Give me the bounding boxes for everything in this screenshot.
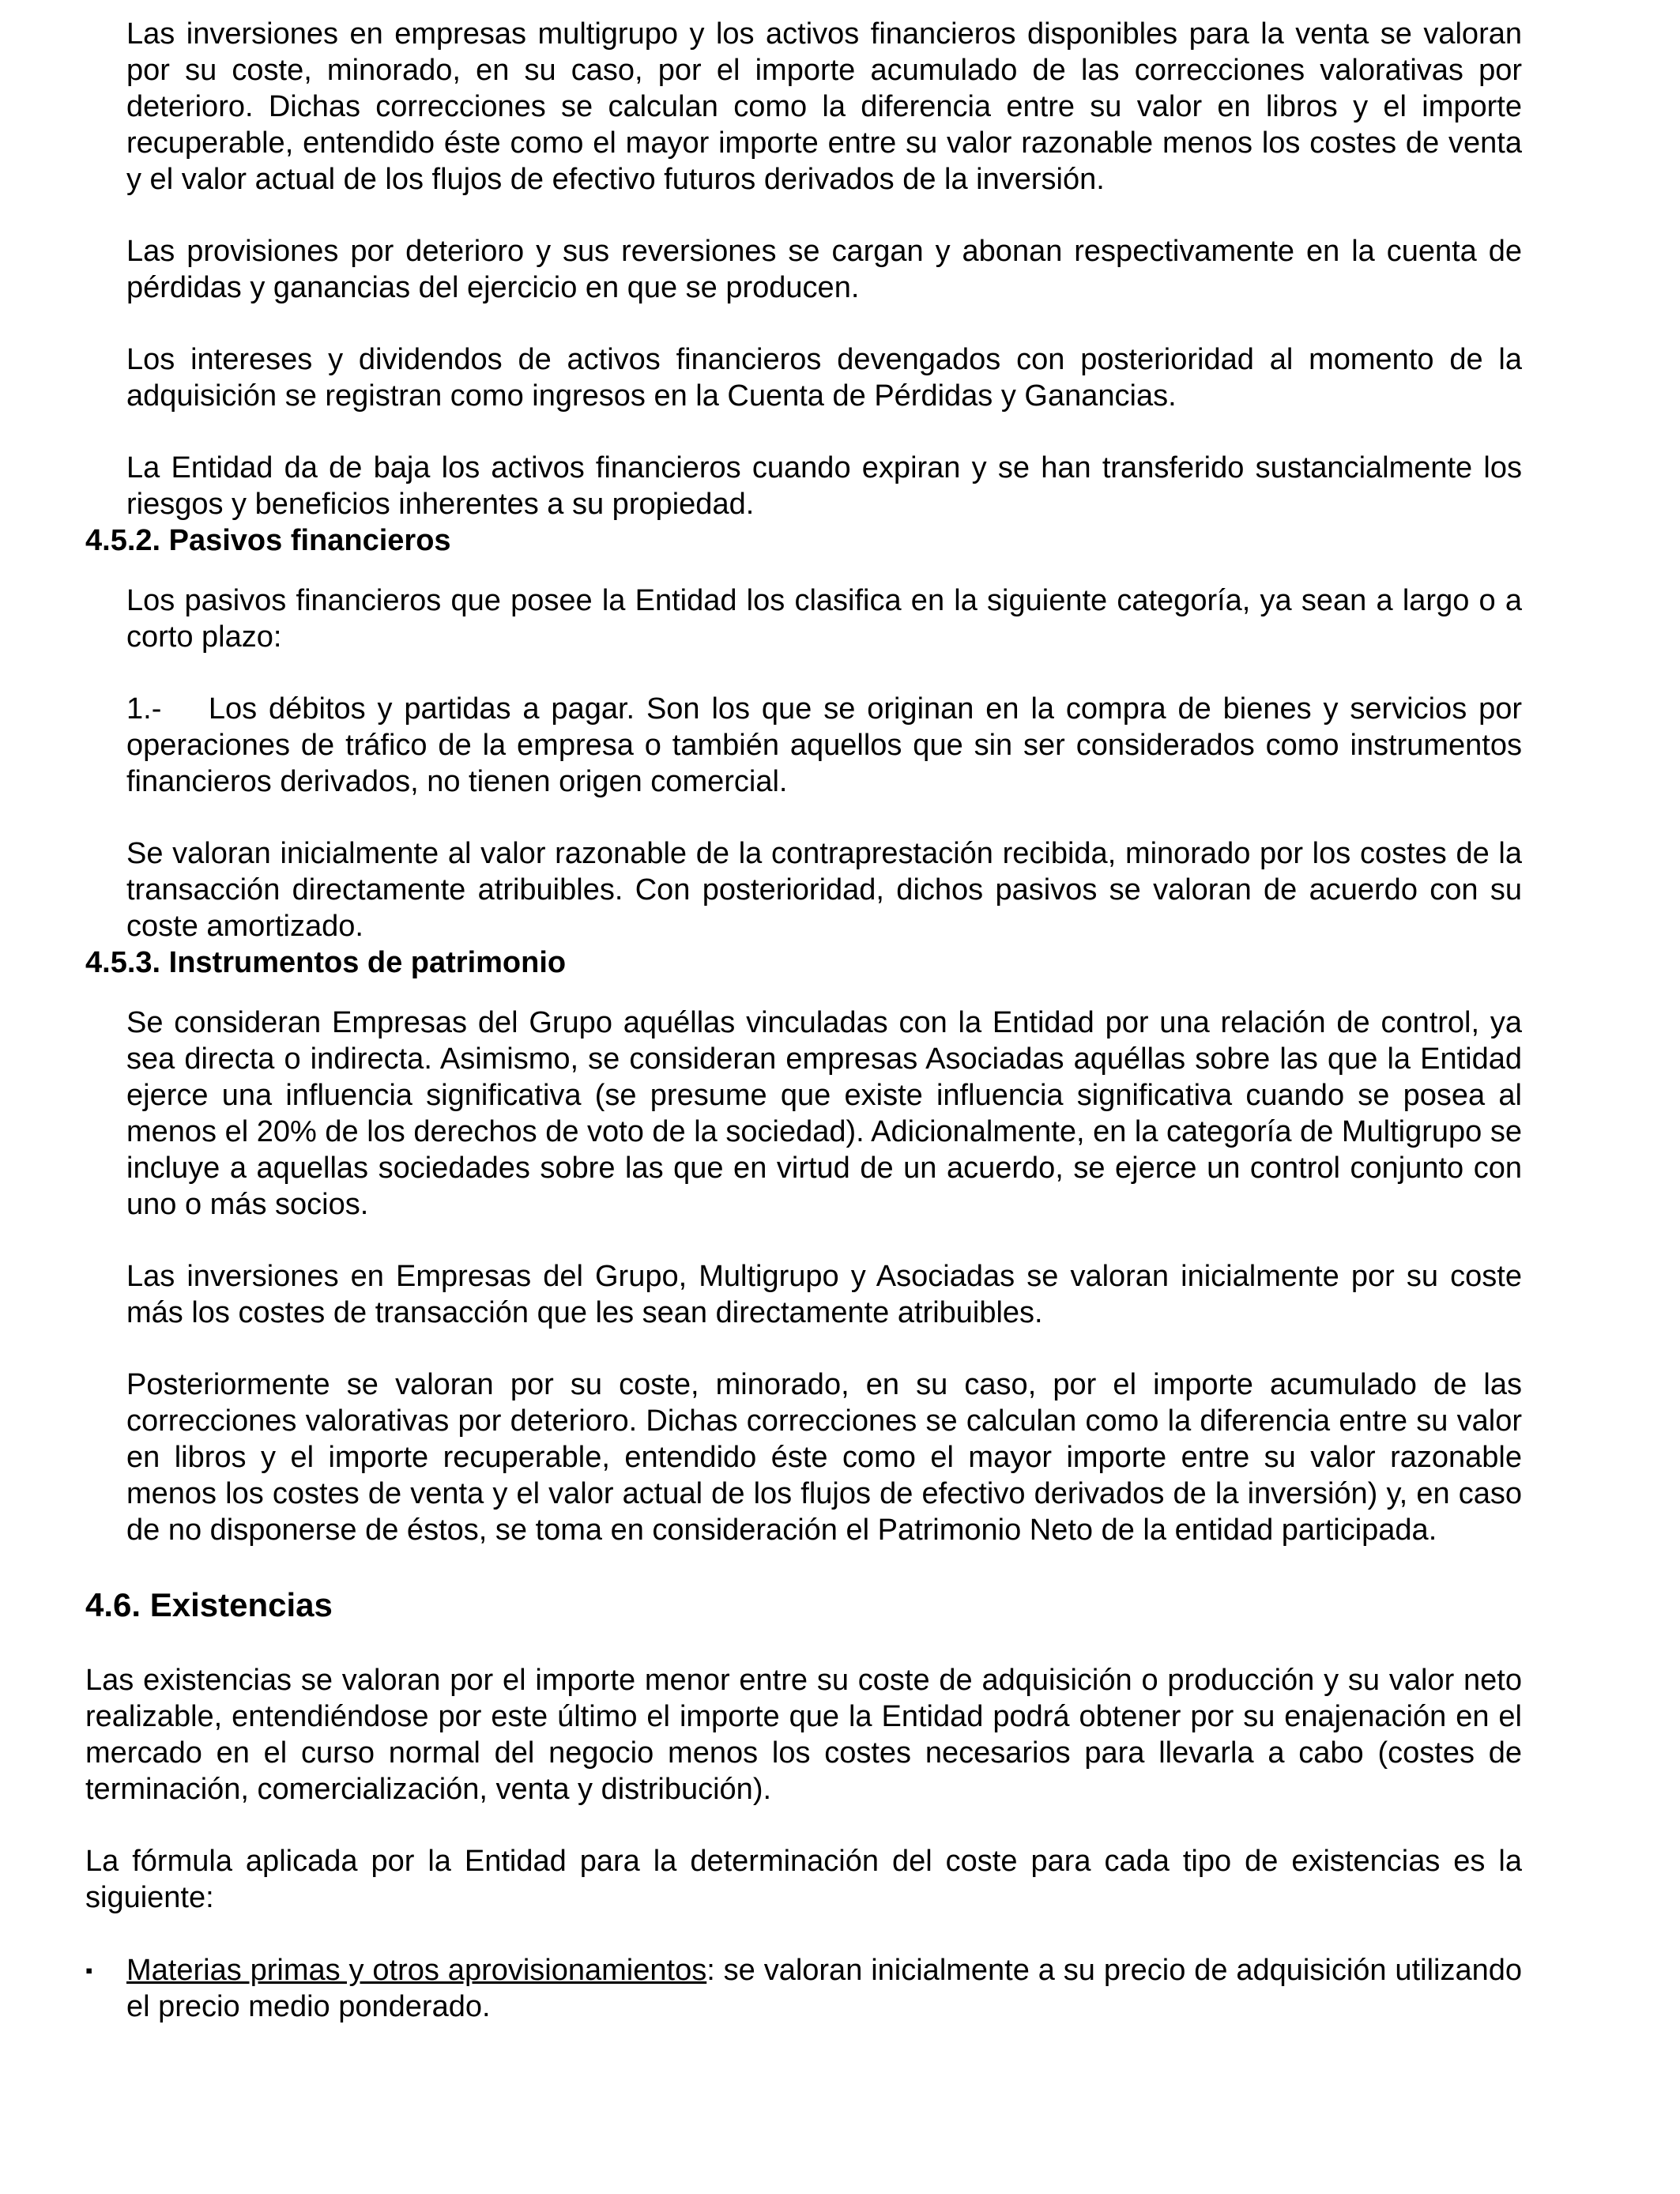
heading-instrumentos-patrimonio: 4.5.3. Instrumentos de patrimonio (85, 946, 567, 979)
bullet-text (126, 1952, 1522, 2025)
numbered-item-debits (126, 691, 1522, 800)
bullet-label: Materias primas y otros aprovisionamientos (126, 1954, 707, 1987)
paragraph-cost-formula: La fórmula aplicada por la Entidad para la determinación del coste para cada tipo de existencias es la siguiente: (85, 1845, 1522, 1914)
item-number: 1.- (126, 692, 162, 726)
paragraph-liabilities-classification: Los pasivos financieros que posee la Entidad los clasifica en la siguiente categoría, ya sean a largo o a corto plazo: (126, 584, 1522, 654)
bullet-description: : se valoran inicialmente a su precio de adquisición utilizando el precio medio ponderado. (126, 1954, 1522, 2023)
paragraph-group-companies: Se consideran Empresas del Grupo aquéllas vinculadas con la Entidad por una relación de control, ya sea directa o indirecta. Asimismo, se consideran empresas Asociadas aquéllas sobre las que la Entidad ejerce una influencia significativa (se presume que existe influencia significativa cuando se posea al menos el 20% de los derechos de voto de la sociedad). Adicionalmente, en la categoría de Multigrupo se incluye a aquellas sociedades sobre las que en virtud de un acuerdo, se ejerce un control conjunto con uno o más socios. (126, 1006, 1522, 1221)
heading-existencias: 4.6. Existencias (85, 1586, 333, 1623)
paragraph-interest-dividends: Los intereses y dividendos de activos financieros devengados con posterioridad al momento de la adquisición se registran como ingresos en la Cuenta de Pérdidas y Ganancias. (126, 343, 1522, 413)
bullet-item-raw-materials (85, 1952, 1522, 2025)
item-text: Los débitos y partidas a pagar. Son los que se originan en la compra de bienes y servicios por operaciones de tráfico de la empresa o también aquellos que sin ser considerados como instrumentos financieros derivados, no tienen origen comercial. (126, 692, 1522, 798)
paragraph-multigrupo-valuation: Las inversiones en empresas multigrupo y los activos financieros disponibles para la venta se valoran por su coste, minorado, en su caso, por el importe acumulado de las correcciones valorativas por deterioro. Dichas correcciones se calculan como la diferencia entre su valor en libros y el importe recuperable, entendido éste como el mayor importe entre su valor razonable menos los costes de venta y el valor actual de los flujos de efectivo futuros derivados de la inversión. (126, 17, 1522, 196)
paragraph-derecognition: La Entidad da de baja los activos financieros cuando expiran y se han transferido sustancialmente los riesgos y beneficios inherentes a su propiedad. (126, 451, 1522, 521)
paragraph-initial-valuation: Se valoran inicialmente al valor razonable de la contraprestación recibida, minorado por los costes de la transacción directamente atribuibles. Con posterioridad, dichos pasivos se valoran de acuerdo con su coste amortizado. (126, 837, 1522, 943)
paragraph-group-investments: Las inversiones en Empresas del Grupo, Multigrupo y Asociadas se valoran inicialmente por su coste más los costes de transacción que les sean directamente atribuibles. (126, 1260, 1522, 1329)
paragraph-impairment-provisions: Las provisiones por deterioro y sus reversiones se cargan y abonan respectivamente en la cuenta de pérdidas y ganancias del ejercicio en que se producen. (126, 235, 1522, 304)
bullet-icon: ▪ (85, 1958, 93, 1982)
heading-pasivos-financieros: 4.5.2. Pasivos financieros (85, 524, 451, 557)
paragraph-subsequent-valuation: Posteriormente se valoran por su coste, minorado, en su caso, por el importe acumulado de las correcciones valorativas por deterioro. Dichas correcciones se calculan como la diferencia entre su valor en libros y el importe recuperable, entendido éste como el mayor importe entre su valor razonable menos los costes de venta y el valor actual de los flujos de efectivo derivados de la inversión) y, en caso de no disponerse de éstos, se toma en consideración el Patrimonio Neto de la entidad participada. (126, 1368, 1522, 1547)
paragraph-inventory-valuation: Las existencias se valoran por el importe menor entre su coste de adquisición o producción y su valor neto realizable, entendiéndose por este último el importe que la Entidad podrá obtener por su enajenación en el mercado en el curso normal del negocio menos los costes necesarios para llevarla a cabo (costes de terminación, comercialización, venta y distribución). (85, 1664, 1522, 1806)
